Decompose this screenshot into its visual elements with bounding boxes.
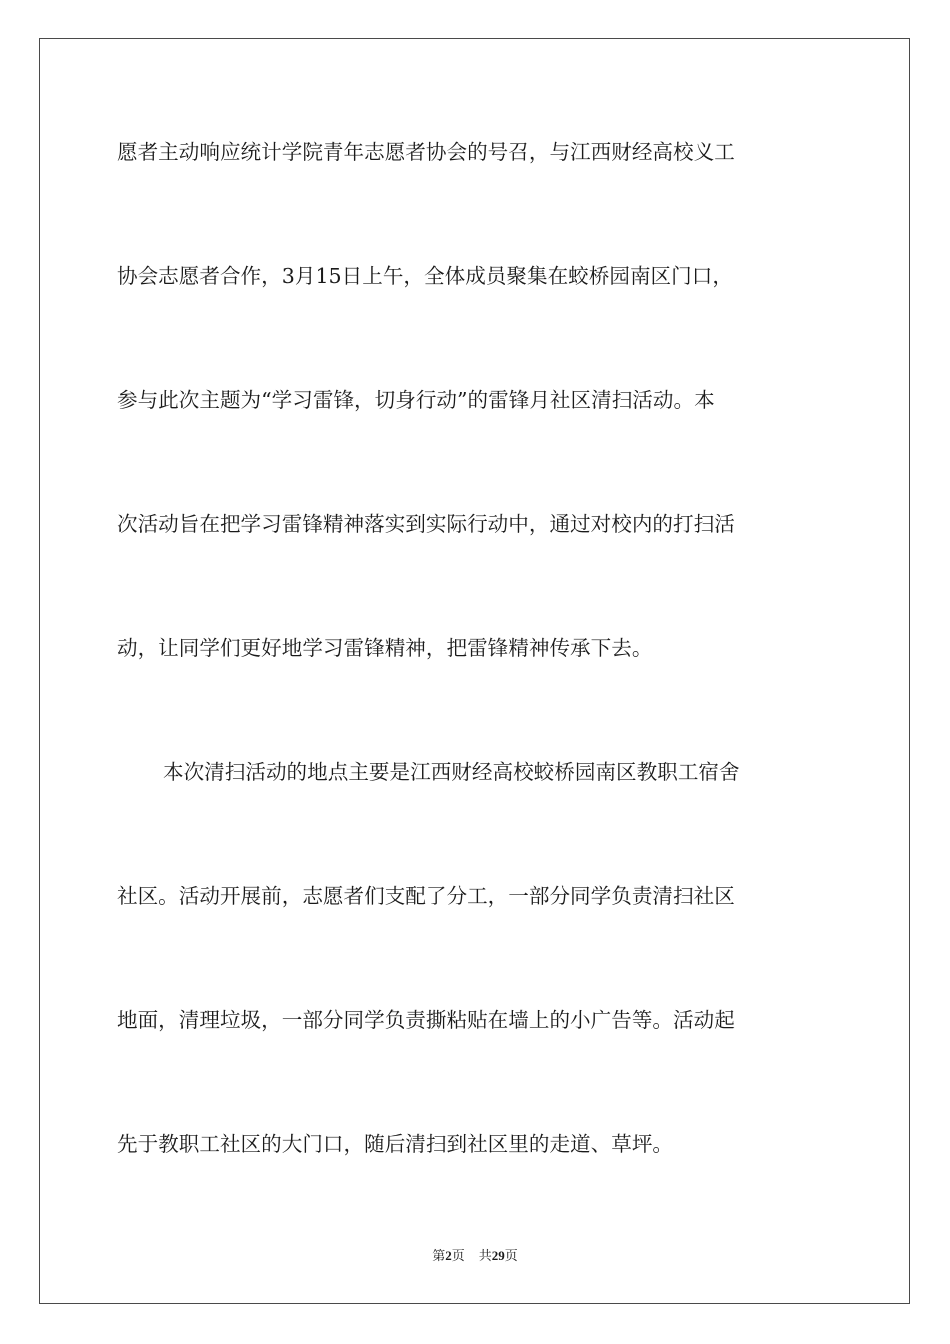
footer-page-prefix: 第 xyxy=(432,1249,446,1264)
paragraph-1-line-2: 协会志愿者合作，3月15日上午，全体成员聚集在蛟桥园南区门口， xyxy=(117,264,733,288)
paragraph-2-line-2: 社区。活动开展前，志愿者们支配了分工，一部分同学负责清扫社区 xyxy=(117,884,735,908)
paragraph-1-line-4: 次活动旨在把学习雷锋精神落实到实际行动中，通过对校内的打扫活 xyxy=(117,512,735,536)
paragraph-2-line-3: 地面，清理垃圾，一部分同学负责撕粘贴在墙上的小广告等。活动起 xyxy=(117,1008,735,1032)
footer-total-suffix: 页 xyxy=(504,1249,518,1264)
footer-page-number: 2 xyxy=(445,1248,452,1263)
paragraph-1-line-5: 动，让同学们更好地学习雷锋精神，把雷锋精神传承下去。 xyxy=(117,636,653,660)
paragraph-1-line-3: 参与此次主题为“学习雷锋，切身行动”的雷锋月社区清扫活动。本 xyxy=(117,388,715,412)
footer-total-prefix: 共 xyxy=(478,1249,492,1264)
paragraph-2-line-4: 先于教职工社区的大门口，随后清扫到社区里的走道、草坪。 xyxy=(117,1132,674,1156)
page-border xyxy=(39,38,910,1304)
paragraph-2-line-1: 本次清扫活动的地点主要是江西财经高校蛟桥园南区教职工宿舍 xyxy=(163,760,740,784)
page-footer xyxy=(0,1247,950,1266)
footer-total-pages: 29 xyxy=(491,1248,505,1263)
paragraph-1-line-1: 愿者主动响应统计学院青年志愿者协会的号召，与江西财经高校义工 xyxy=(117,140,735,164)
footer-page-suffix: 页 xyxy=(451,1249,465,1264)
